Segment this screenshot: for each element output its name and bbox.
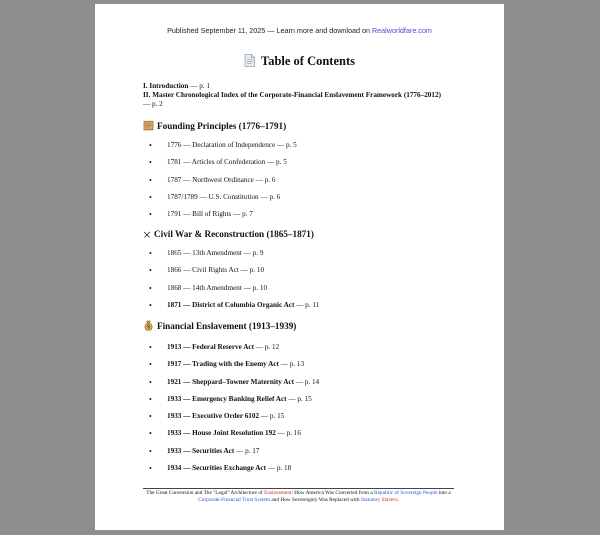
separator: — — [181, 429, 193, 438]
separator: — — [258, 192, 270, 201]
toc-list-item[interactable] — [143, 176, 297, 193]
published-line — [95, 26, 504, 35]
item-page: p. 5 — [276, 158, 287, 167]
separator: — — [254, 343, 265, 351]
item-title: Federal Reserve Act — [192, 343, 255, 351]
footer-text: into a — [437, 490, 451, 496]
toc-entry-label: I. Introduction — [143, 82, 189, 90]
item-page: p. 6 — [269, 192, 281, 201]
item-page: p. 6 — [264, 175, 276, 184]
realworldfare-link[interactable]: Realworldfare.com — [371, 26, 432, 35]
toc-list-item[interactable] — [143, 447, 319, 464]
item-year: 1933 — [167, 394, 182, 403]
title-text: Table of Contents — [261, 54, 355, 68]
toc-entry-page: — p. 1 — [188, 82, 210, 90]
toc-entry-master-index[interactable] — [143, 91, 443, 109]
toc-list-item[interactable] — [143, 284, 319, 301]
toc-list-item[interactable] — [143, 193, 297, 210]
separator: — — [181, 141, 193, 149]
separator: — — [293, 377, 305, 386]
item-page: p. 9 — [252, 249, 264, 257]
item-title: Civil Rights Act — [192, 266, 239, 275]
item-title: Articles of Confederation — [191, 158, 266, 167]
document-page — [95, 4, 504, 530]
separator: — — [234, 446, 246, 455]
section-list-financial — [143, 343, 319, 481]
item-year: 1921 — [167, 377, 182, 386]
document-icon — [244, 54, 255, 67]
item-year: 1933 — [167, 429, 182, 438]
scroll-icon — [143, 120, 154, 131]
toc-list-item[interactable] — [143, 429, 319, 446]
footer-highlight: Enslavement — [264, 490, 292, 496]
separator: — — [241, 283, 253, 292]
toc-list-item[interactable] — [143, 141, 297, 158]
separator: — — [266, 464, 277, 473]
separator: — — [181, 158, 192, 167]
separator: — — [231, 210, 243, 219]
item-title: Northwest Ordinance — [192, 175, 254, 184]
item-page: p. 5 — [285, 141, 297, 149]
toc-list-item[interactable] — [143, 249, 319, 266]
section-list-founding — [143, 141, 297, 227]
separator: — — [181, 343, 193, 351]
separator: — — [181, 283, 193, 292]
item-year: 1787/1789 — [167, 192, 198, 201]
item-title: Securities Exchange Act — [192, 464, 267, 473]
item-year: 1781 — [167, 158, 182, 167]
item-page: p. 17 — [245, 446, 260, 455]
item-page: p. 14 — [304, 377, 320, 386]
item-year: 1868 — [167, 283, 182, 292]
separator: — — [275, 141, 286, 149]
separator: — — [181, 266, 193, 275]
item-title: District of Columbia Organic Act — [192, 300, 295, 309]
item-year: 1933 — [167, 412, 182, 421]
toc-list-item[interactable] — [143, 210, 297, 227]
footer-highlight: Statutory — [360, 497, 381, 503]
toc-entry-page: — p. 2 — [143, 100, 163, 108]
item-page: p. 16 — [286, 429, 301, 438]
item-page: p. 15 — [297, 394, 312, 403]
footer-highlight: Republic of Sovereign People — [374, 490, 438, 496]
item-title: Declaration of Independence — [192, 141, 276, 149]
separator: — — [181, 464, 193, 473]
footer-text: and How Sovereignty Was Replaced with — [270, 497, 361, 503]
item-title: Securities Act — [192, 446, 235, 455]
separator: — — [265, 158, 276, 167]
item-page: p. 11 — [305, 300, 320, 309]
separator: — — [181, 249, 193, 257]
section-heading-founding — [143, 120, 286, 131]
item-year: 1871 — [167, 300, 182, 309]
toc-list-item[interactable] — [143, 301, 319, 318]
toc-list-item[interactable] — [143, 378, 319, 395]
footer-highlight: Corporate-Financial Trust System — [198, 497, 271, 503]
toc-list-item[interactable] — [143, 412, 319, 429]
separator: — — [181, 394, 193, 403]
item-year: 1913 — [167, 343, 182, 351]
item-page: p. 10 — [249, 266, 265, 275]
item-page: p. 10 — [252, 283, 268, 292]
page-title — [95, 54, 504, 69]
section-list-civil-war — [143, 249, 319, 318]
item-year: 1917 — [167, 360, 182, 369]
toc-list-item[interactable] — [143, 158, 297, 175]
item-title: Trading with the Enemy Act — [192, 360, 279, 369]
item-title: Sheppard–Towner Maternity Act — [192, 377, 294, 386]
separator: — — [286, 394, 298, 403]
separator: — — [241, 249, 253, 257]
money-bag-icon — [143, 320, 154, 331]
crossed-swords-icon — [143, 230, 151, 239]
published-text: Published September 11, 2025 — Learn more and download on — [167, 26, 372, 35]
separator: — — [181, 210, 193, 219]
separator: — — [275, 429, 287, 438]
item-year: 1866 — [167, 266, 182, 275]
separator: — — [181, 446, 193, 455]
toc-list-item[interactable] — [143, 395, 319, 412]
section-title: Financial Enslavement (1913–1939) — [157, 321, 297, 331]
item-title: U.S. Constitution — [208, 192, 259, 201]
section-title: Founding Principles (1776–1791) — [157, 121, 287, 131]
toc-entry-introduction[interactable] — [143, 82, 443, 91]
footer-note — [143, 490, 454, 504]
item-year: 1776 — [167, 141, 182, 149]
item-page: p. 15 — [269, 412, 285, 421]
item-title: Executive Order 6102 — [192, 412, 260, 421]
item-page: p. 13 — [289, 360, 305, 369]
section-title: Civil War & Reconstruction (1865–1871) — [154, 229, 314, 239]
toc-list-item[interactable] — [143, 266, 319, 283]
footer-highlight: Slavery — [381, 497, 398, 503]
separator: — — [259, 412, 270, 421]
separator: — — [197, 192, 209, 201]
separator: — — [238, 266, 250, 275]
footer-text: The Great Conversion and The "Legal" Architecture of — [146, 490, 265, 496]
toc-list-item[interactable] — [143, 464, 319, 481]
toc-entry-label: II. Master Chronological Index of the Corporate-Financial Enslavement Framework (1776–2012) — [143, 91, 441, 99]
separator: — — [181, 412, 193, 421]
item-title: 14th Amendment — [192, 283, 242, 292]
svg-text:$: $ — [147, 324, 150, 331]
separator: — — [181, 377, 193, 386]
item-year: 1933 — [167, 446, 182, 455]
separator: — — [181, 300, 193, 309]
footer-text: . — [397, 497, 399, 503]
item-page: p. 18 — [276, 464, 292, 473]
toc-list-item[interactable] — [143, 343, 319, 360]
item-title: Emergency Banking Relief Act — [192, 394, 287, 403]
item-year: 1865 — [167, 249, 182, 257]
footer-text: : How America Was Converted from a — [291, 490, 375, 496]
separator: — — [253, 175, 265, 184]
toc-list-item[interactable] — [143, 360, 319, 377]
section-heading-financial — [143, 320, 296, 331]
item-year: 1787 — [167, 175, 182, 184]
item-title: Bill of Rights — [192, 210, 232, 219]
item-title: House Joint Resolution 192 — [192, 429, 276, 438]
item-title: 13th Amendment — [192, 249, 242, 257]
separator: — — [278, 360, 290, 369]
item-page: p. 7 — [242, 210, 253, 219]
separator: — — [181, 360, 193, 369]
item-year: 1791 — [167, 210, 182, 219]
section-heading-civil-war — [143, 229, 314, 239]
separator: — — [294, 300, 306, 309]
separator: — — [181, 175, 193, 184]
item-year: 1934 — [167, 464, 182, 473]
footer-divider — [143, 488, 454, 489]
item-page: p. 12 — [264, 343, 280, 351]
